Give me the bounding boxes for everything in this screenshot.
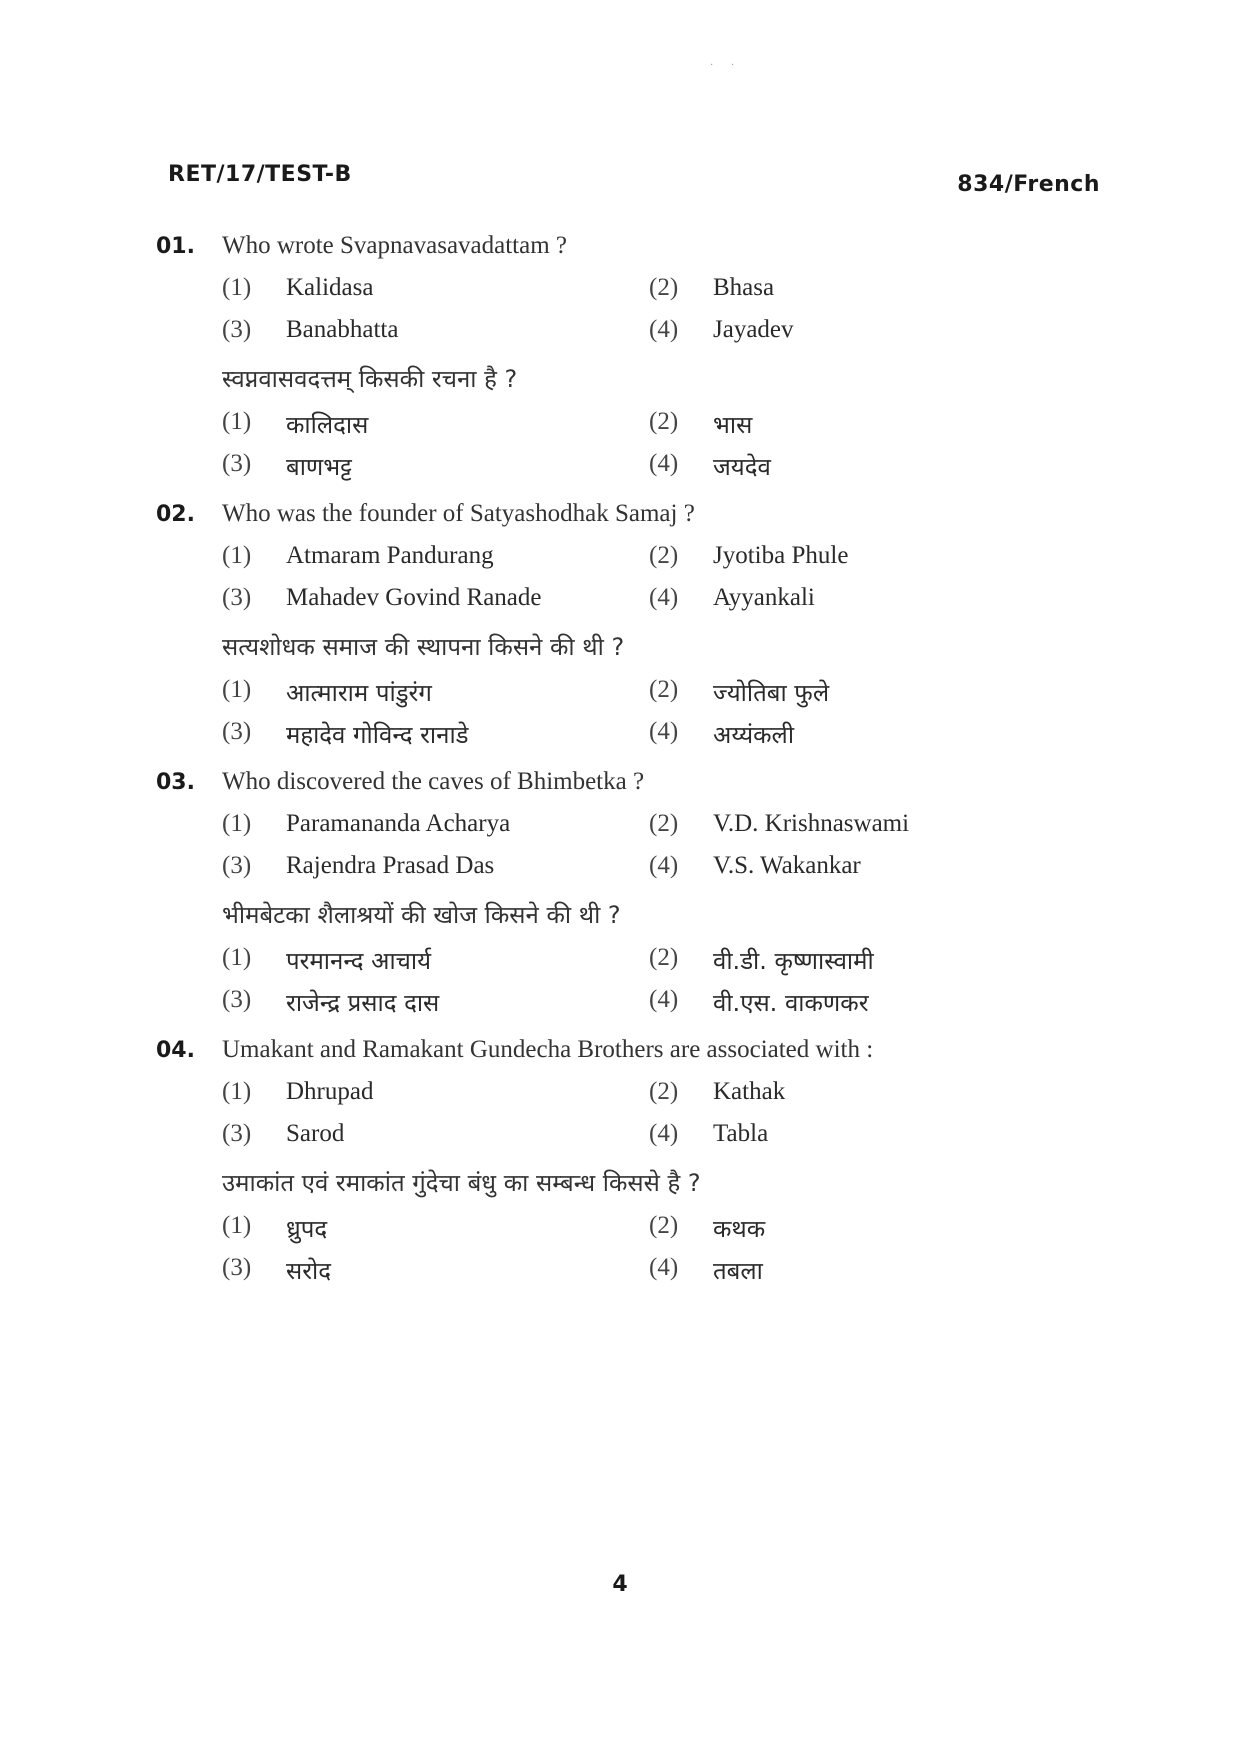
option-2-english bbox=[649, 274, 1076, 302]
option-row bbox=[222, 1120, 1076, 1162]
option-number: (2) bbox=[649, 274, 679, 301]
option-text: आत्माराम पांडुरंग bbox=[286, 679, 432, 707]
options-hindi bbox=[222, 408, 1076, 492]
option-number: (4) bbox=[649, 450, 679, 477]
option-number: (3) bbox=[222, 1120, 252, 1147]
options-english bbox=[222, 1078, 1076, 1162]
option-text: Kalidasa bbox=[286, 274, 374, 301]
option-1-hindi bbox=[222, 1212, 649, 1245]
option-text: Dhrupad bbox=[286, 1078, 374, 1105]
option-2-english bbox=[649, 1078, 1076, 1106]
option-number: (4) bbox=[649, 852, 679, 879]
question-text-hindi: उमाकांत एवं रमाकांत गुंदेचा बंधु का सम्बन्ध किससे है ? bbox=[222, 1169, 701, 1197]
question-number: 03. bbox=[156, 770, 195, 795]
option-text: भास bbox=[713, 411, 753, 439]
option-3-hindi bbox=[222, 718, 649, 751]
option-number: (3) bbox=[222, 584, 252, 611]
option-row bbox=[222, 986, 1076, 1028]
question-number: 04. bbox=[156, 1038, 195, 1063]
question-2 bbox=[156, 500, 1076, 760]
question-3 bbox=[156, 768, 1076, 1028]
question-text-english: Who discovered the caves of Bhimbetka ? bbox=[222, 768, 645, 795]
option-4-hindi bbox=[649, 450, 1076, 483]
option-number: (2) bbox=[649, 944, 679, 971]
option-row bbox=[222, 810, 1076, 852]
option-text: Mahadev Govind Ranade bbox=[286, 584, 542, 611]
option-number: (1) bbox=[222, 542, 252, 569]
option-number: (1) bbox=[222, 1078, 252, 1105]
question-number: 01. bbox=[156, 234, 195, 259]
option-number: (1) bbox=[222, 676, 252, 703]
option-text: Atmaram Pandurang bbox=[286, 542, 494, 569]
option-number: (2) bbox=[649, 1078, 679, 1105]
option-text: महादेव गोविन्द रानाडे bbox=[286, 721, 469, 749]
option-row bbox=[222, 1254, 1076, 1296]
question-text-hindi: भीमबेटका शैलाश्रयों की खोज किसने की थी ? bbox=[222, 901, 621, 929]
option-number: (2) bbox=[649, 1212, 679, 1239]
option-number: (1) bbox=[222, 944, 252, 971]
option-number: (1) bbox=[222, 274, 252, 301]
option-4-english bbox=[649, 584, 1076, 612]
options-hindi bbox=[222, 944, 1076, 1028]
option-4-hindi bbox=[649, 1254, 1076, 1287]
option-number: (3) bbox=[222, 450, 252, 477]
question-line bbox=[156, 232, 1076, 274]
option-text: कालिदास bbox=[286, 411, 369, 439]
option-number: (1) bbox=[222, 408, 252, 435]
option-4-english bbox=[649, 316, 1076, 344]
option-text: Ayyankali bbox=[713, 584, 815, 611]
option-text: V.D. Krishnaswami bbox=[713, 810, 910, 837]
option-row bbox=[222, 450, 1076, 492]
option-row bbox=[222, 676, 1076, 718]
option-number: (4) bbox=[649, 316, 679, 343]
option-4-english bbox=[649, 1120, 1076, 1148]
option-number: (3) bbox=[222, 1254, 252, 1281]
option-3-english bbox=[222, 584, 649, 612]
option-text: Tabla bbox=[713, 1120, 769, 1147]
option-number: (2) bbox=[649, 542, 679, 569]
question-line bbox=[156, 1036, 1076, 1078]
question-4 bbox=[156, 1036, 1076, 1296]
option-number: (2) bbox=[649, 408, 679, 435]
scan-specks: · · bbox=[710, 60, 735, 71]
option-number: (4) bbox=[649, 584, 679, 611]
option-4-hindi bbox=[649, 718, 1076, 751]
option-number: (3) bbox=[222, 718, 252, 745]
option-row bbox=[222, 274, 1076, 316]
option-row bbox=[222, 542, 1076, 584]
options-english bbox=[222, 274, 1076, 358]
question-1 bbox=[156, 232, 1076, 492]
option-1-english bbox=[222, 542, 649, 570]
option-number: (3) bbox=[222, 316, 252, 343]
option-text: परमानन्द आचार्य bbox=[286, 947, 432, 975]
option-text: ज्योतिबा फुले bbox=[713, 679, 830, 707]
page-number: 4 bbox=[612, 1572, 628, 1597]
option-2-hindi bbox=[649, 676, 1076, 709]
question-line bbox=[156, 768, 1076, 810]
option-text: राजेन्द्र प्रसाद दास bbox=[286, 989, 440, 1017]
question-text-english: Who wrote Svapnavasavadattam ? bbox=[222, 232, 568, 259]
option-text: सरोद bbox=[286, 1257, 331, 1285]
option-number: (2) bbox=[649, 810, 679, 837]
option-text: Bhasa bbox=[713, 274, 775, 301]
option-number: (4) bbox=[649, 986, 679, 1013]
option-row bbox=[222, 408, 1076, 450]
options-english bbox=[222, 810, 1076, 894]
option-number: (3) bbox=[222, 986, 252, 1013]
option-text: Jayadev bbox=[713, 316, 794, 343]
option-number: (2) bbox=[649, 676, 679, 703]
option-text: Sarod bbox=[286, 1120, 345, 1147]
subject-code: 834/French bbox=[957, 172, 1100, 197]
option-4-english bbox=[649, 852, 1076, 880]
option-3-english bbox=[222, 1120, 649, 1148]
option-text: Paramananda Acharya bbox=[286, 810, 511, 837]
option-3-hindi bbox=[222, 1254, 649, 1287]
question-text-english: Who was the founder of Satyashodhak Samaj ? bbox=[222, 500, 695, 527]
option-2-hindi bbox=[649, 1212, 1076, 1245]
option-1-english bbox=[222, 810, 649, 838]
option-text: बाणभट्ट bbox=[286, 453, 352, 481]
question-line bbox=[156, 500, 1076, 542]
question-number: 02. bbox=[156, 502, 195, 527]
option-1-english bbox=[222, 274, 649, 302]
option-row bbox=[222, 1078, 1076, 1120]
option-row bbox=[222, 852, 1076, 894]
option-text: तबला bbox=[713, 1257, 763, 1285]
option-number: (4) bbox=[649, 1120, 679, 1147]
option-number: (1) bbox=[222, 810, 252, 837]
option-1-english bbox=[222, 1078, 649, 1106]
option-number: (4) bbox=[649, 1254, 679, 1281]
option-text: Jyotiba Phule bbox=[713, 542, 849, 569]
option-number: (4) bbox=[649, 718, 679, 745]
option-2-hindi bbox=[649, 944, 1076, 977]
option-3-english bbox=[222, 852, 649, 880]
option-1-hindi bbox=[222, 408, 649, 441]
option-text: जयदेव bbox=[713, 453, 771, 481]
options-english bbox=[222, 542, 1076, 626]
option-row bbox=[222, 584, 1076, 626]
option-text: ध्रुपद bbox=[286, 1215, 328, 1243]
options-hindi bbox=[222, 1212, 1076, 1296]
option-text: वी.एस. वाकणकर bbox=[713, 989, 869, 1017]
option-1-hindi bbox=[222, 676, 649, 709]
option-text: कथक bbox=[713, 1215, 766, 1243]
option-row bbox=[222, 944, 1076, 986]
question-text-english: Umakant and Ramakant Gundecha Brothers are associated with : bbox=[222, 1036, 874, 1063]
option-row bbox=[222, 316, 1076, 358]
option-text: वी.डी. कृष्णास्वामी bbox=[713, 947, 874, 975]
option-text: Kathak bbox=[713, 1078, 786, 1105]
option-number: (3) bbox=[222, 852, 252, 879]
option-2-english bbox=[649, 542, 1076, 570]
options-hindi bbox=[222, 676, 1076, 760]
option-number: (1) bbox=[222, 1212, 252, 1239]
option-text: Rajendra Prasad Das bbox=[286, 852, 495, 879]
option-row bbox=[222, 1212, 1076, 1254]
option-row bbox=[222, 718, 1076, 760]
option-4-hindi bbox=[649, 986, 1076, 1019]
option-3-hindi bbox=[222, 450, 649, 483]
option-2-english bbox=[649, 810, 1076, 838]
option-text: Banabhatta bbox=[286, 316, 399, 343]
option-2-hindi bbox=[649, 408, 1076, 441]
option-text: अय्यंकली bbox=[713, 721, 795, 749]
question-text-hindi: स्वप्नवासवदत्तम् किसकी रचना है ? bbox=[222, 365, 518, 393]
question-text-hindi: सत्यशोधक समाज की स्थापना किसने की थी ? bbox=[222, 633, 625, 661]
paper-code: RET/17/TEST-B bbox=[168, 162, 352, 187]
option-1-hindi bbox=[222, 944, 649, 977]
option-3-english bbox=[222, 316, 649, 344]
option-text: V.S. Wakankar bbox=[713, 852, 861, 879]
option-3-hindi bbox=[222, 986, 649, 1019]
